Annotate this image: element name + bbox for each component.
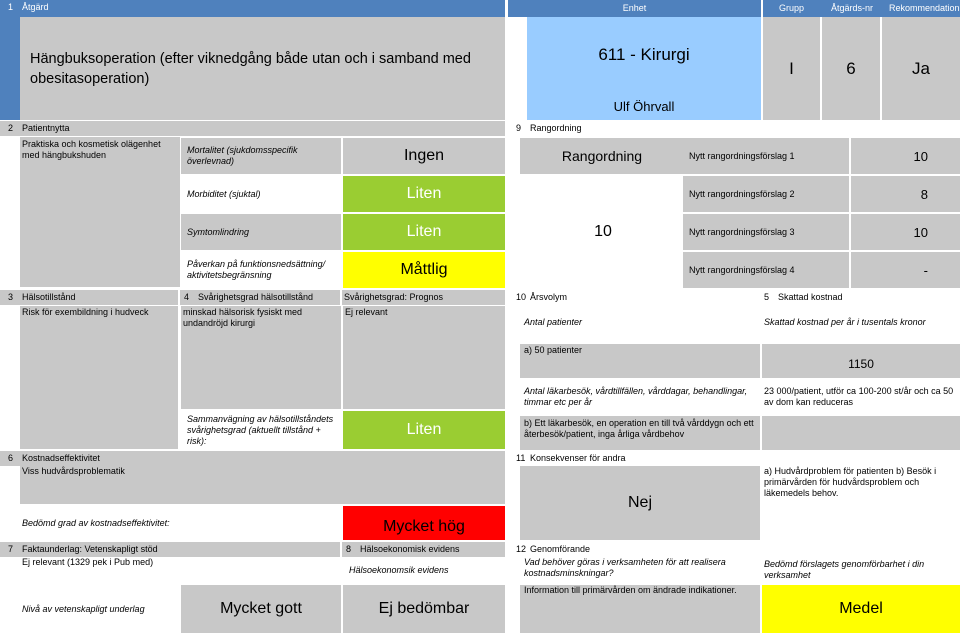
section-kostnadseffektivitet: 6 Kostnadseffektivitet [0,451,505,466]
section-rangordning: 9 Rangordning [508,121,960,136]
patientnytta-row-3-value: Liten [343,214,505,250]
genomforande-bedomning-label: Bedömd förslagets genomförbarhet i din verksamhet [762,557,960,583]
sammanvagning-value: Liten [343,411,505,449]
section-genomforande: 12 Genomförande [508,542,960,557]
section-patientnytta: 2 Patientnytta [0,121,505,136]
antal-patienter-value: a) 50 patienter [520,344,760,378]
patientnytta-row-1-value: Ingen [343,138,505,174]
rangordning-proposal-3-label: Nytt rangordningsförslag 3 [683,214,849,250]
faktaunderlag-niva-label: Nivå av vetenskapligt underlag [20,585,200,633]
halsoekonomisk-value: Ej bedömbar [343,585,505,633]
genomforande-vad-label: Vad behöver göras i verksamheten för att realisera kostnadsminskningar? [520,557,760,583]
genomforande-vad-value: Information till primärvården om ändrade indikationer. [520,585,760,633]
patientnytta-row-2-value: Liten [343,176,505,212]
title-unit: 611 - Kirurgi [527,17,761,92]
halsoekonomisk-sub-label: Hälsoekonomsik evidens [343,557,505,583]
header-right [763,0,960,17]
rangordning-proposal-1-label: Nytt rangordningsförslag 1 [683,138,849,174]
title-rekommendation: Ja [882,17,960,120]
section-prognos: Svårighetsgrad: Prognos [342,290,505,305]
antal-lakarbesok-label: Antal läkarbesök, vårdtillfällen, vårddagar, behandlingar, timmar etc per år [520,380,760,414]
rangordning-proposal-2-value: 8 [851,176,960,212]
title-grupp: I [763,17,820,120]
kostnad-note: 23 000/patient, utför ca 100-200 st/år och ca 50 av dom kan reduceras [762,380,960,414]
header-atgards-nr: Åtgärds-nr [831,3,874,13]
svarighetsgrad-desc: minskad hälsorisk fysiskt med undandröjd kirurgi [181,306,341,409]
rangordning-proposal-1-value: 10 [851,138,960,174]
faktaunderlag-desc: Ej relevant (1329 pek i Pub med) [20,557,340,583]
antal-patienter-label: Antal patienter [520,306,760,342]
header-grupp: Grupp [779,3,805,13]
rangordning-proposal-4-value: - [851,252,960,288]
patientnytta-row-2-label: Morbiditet (sjuktal) [181,176,341,212]
section-arsvolym: 10 Årsvolym [508,290,758,305]
section-svarighetsgrad: 4 Svårighetsgrad hälsotillstånd [180,290,340,305]
rangordning-proposal-2-label: Nytt rangordningsförslag 2 [683,176,849,212]
section-faktaunderlag: 7 Faktaunderlag: Vetenskapligt stöd [0,542,340,557]
patientnytta-row-3-label: Symtomlindring [181,214,341,250]
rangordning-value: 10 [527,176,679,288]
section-halsotillstand: 3 Hälsotillstånd [0,290,178,305]
sammanvagning-label: Sammanvägning av hälsotillståndets svårighetsgrad (aktuellt tillstånd + risk): [181,411,341,449]
kostnadseffektivitet-grad-value: Mycket hög [343,506,505,540]
kostnadseffektivitet-desc: Viss hudvårdsproblematik [20,466,505,504]
halsotillstand-desc: Risk för exembildning i hudveck [20,306,178,449]
antal-lakarbesok-value: b) Ett läkarbesök, en operation en till två vårddygn och ett återbesök/patient, inga årliga vårdbehov [520,416,760,450]
rangordning-sub-label: Rangordning [520,138,684,174]
title-person: Ulf Öhrvall [527,92,761,120]
kostnad-empty [762,416,960,450]
header-atgard: 1 Åtgärd [0,0,505,17]
patientnytta-desc: Praktiska och kosmetisk olägenhet med hängbukshuden [20,137,180,287]
patientnytta-row-1-label: Mortalitet (sjukdomsspecifik överlevnad) [181,138,341,174]
section-konsekvenser: 11 Konsekvenser för andra [508,451,960,466]
section-skattad-kostnad: 5 Skattad kostnad [760,290,960,305]
prognos-value: Ej relevant [343,306,505,409]
header-enhet: Enhet [508,0,761,17]
title-text: Hängbuksoperation (efter viknedgång både utan och i samband med obesitasoperation) [20,17,505,120]
rangordning-proposal-4-label: Nytt rangordningsförslag 4 [683,252,849,288]
kostnad-value: 1150 [762,344,960,378]
kostnad-per-ar-label: Skattad kostnad per år i tusentals kronor [762,306,960,342]
rangordning-proposal-3-value: 10 [851,214,960,250]
header-rekommendation: Rekommendation [889,3,960,13]
faktaunderlag-niva-value: Mycket gott [181,585,341,633]
title-atgards-nr: 6 [822,17,880,120]
genomforande-bedomning-value: Medel [762,585,960,633]
kostnadseffektivitet-grad-label: Bedömd grad av kostnadseffektivitet: [20,506,340,540]
patientnytta-row-4-value: Måttlig [343,252,505,288]
konsekvenser-value: Nej [520,466,760,540]
konsekvenser-desc: a) Hudvårdproblem för patienten b) Besök i primärvården för hudvårdsproblem och läkemedels behov. [762,466,960,540]
title-left-bar [0,17,20,120]
section-halsoekonomisk: 8 Hälsoekonomisk evidens [342,542,505,557]
patientnytta-row-4-label: Påverkan på funktionsnedsättning/ aktivitetsbegränsning [181,252,341,288]
